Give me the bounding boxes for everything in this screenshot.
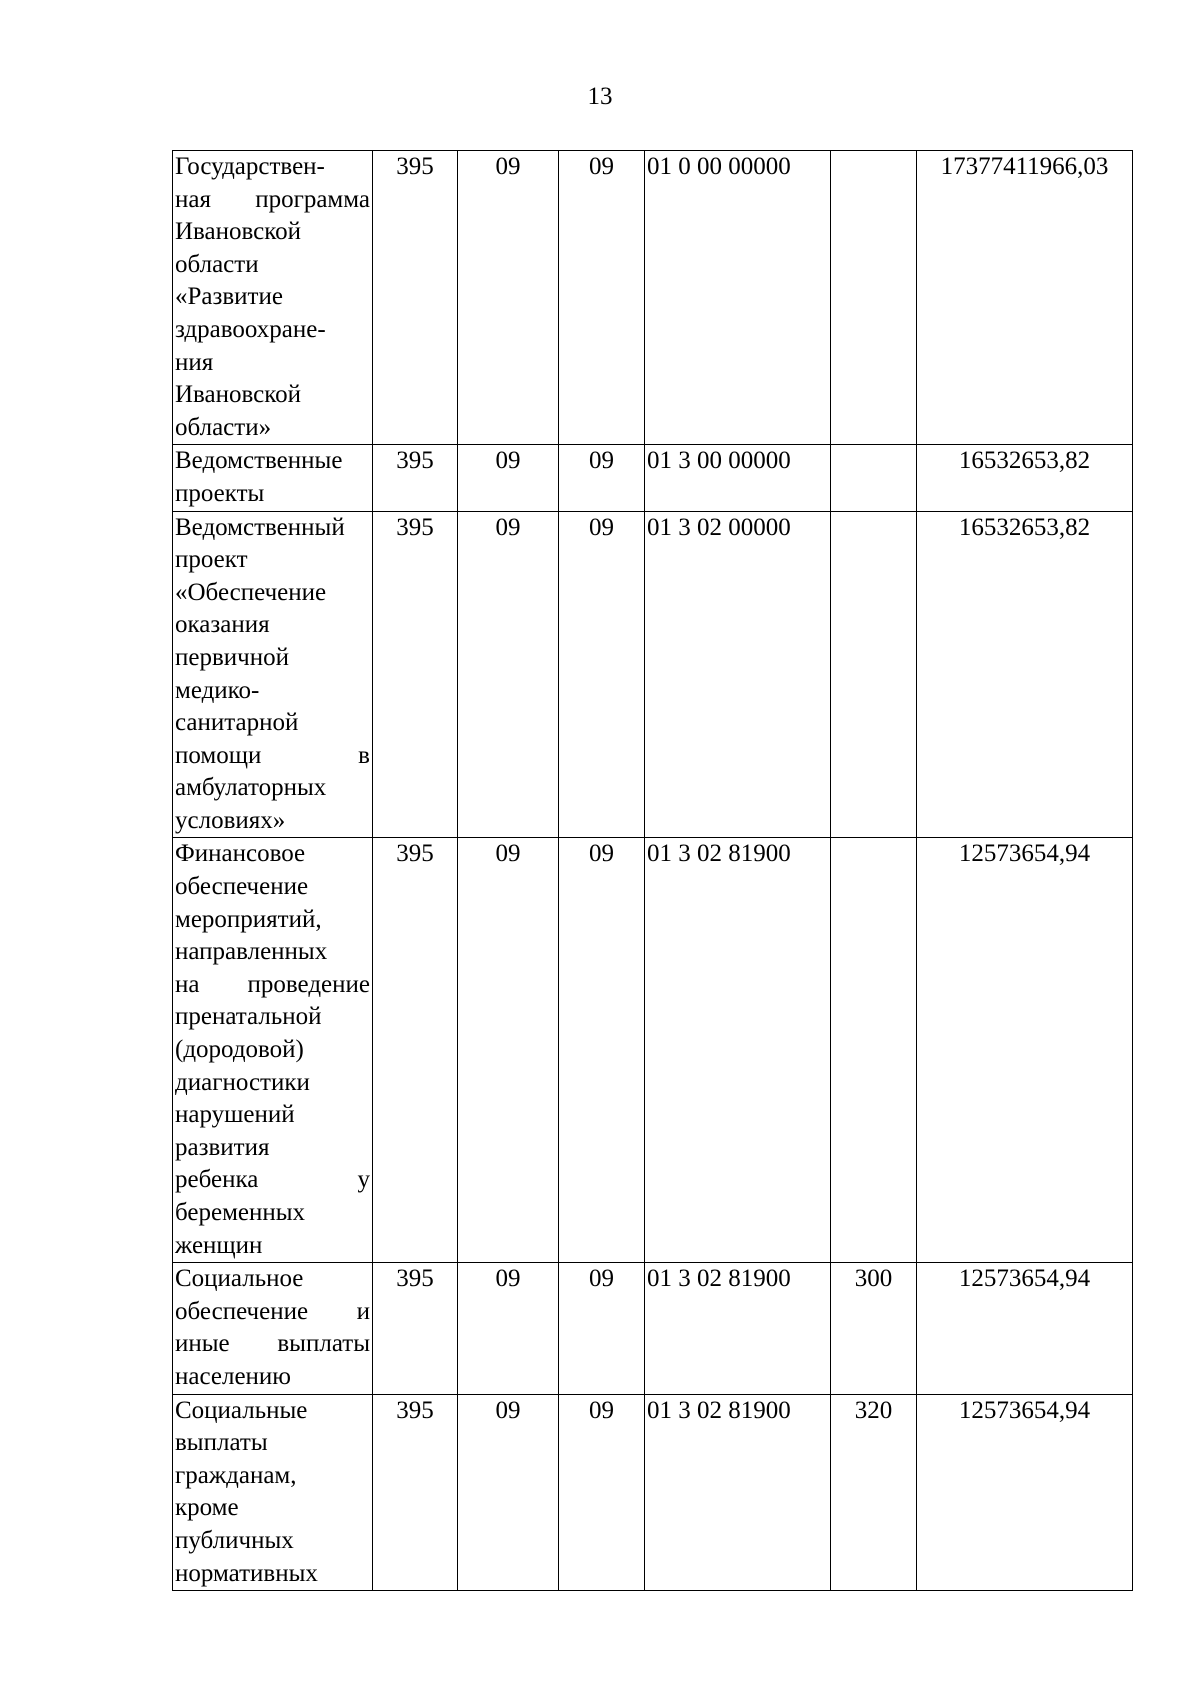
item-name-line: условиях» — [175, 806, 286, 834]
item-name-line: обеспечение — [175, 873, 309, 901]
section-code-cell: 09 — [458, 511, 559, 838]
expense-type-cell: 300 — [831, 1263, 917, 1394]
item-name-cell — [173, 1263, 373, 1394]
item-name-line: «Развитие — [175, 283, 283, 311]
amount-cell: 12573654,94 — [917, 838, 1133, 1263]
budget-table-body — [173, 151, 1133, 1591]
item-name-line: Ведомственные — [175, 447, 343, 475]
expense-type-cell — [831, 151, 917, 445]
target-article-cell: 01 3 02 81900 — [645, 1394, 831, 1591]
item-name-line: Государствен- — [175, 153, 325, 180]
amount-cell: 12573654,94 — [917, 1263, 1133, 1394]
ministry-code-cell: 395 — [373, 151, 458, 445]
item-name-line: женщин — [175, 1231, 263, 1259]
subsection-code-cell: 09 — [559, 511, 645, 838]
item-name-cell — [173, 1394, 373, 1591]
amount-cell: 12573654,94 — [917, 1394, 1133, 1591]
table-row — [173, 151, 1133, 445]
target-article-cell: 01 3 02 00000 — [645, 511, 831, 838]
item-name-line: развития — [175, 1133, 270, 1161]
target-article-cell: 01 0 00 00000 — [645, 151, 831, 445]
expense-type-cell — [831, 511, 917, 838]
target-article-cell: 01 3 02 81900 — [645, 838, 831, 1263]
item-name-line: санитарной — [175, 709, 299, 737]
subsection-code-cell: 09 — [559, 445, 645, 511]
item-name-line: диагностики — [175, 1068, 310, 1096]
item-name-line: проекты — [175, 479, 265, 507]
amount-cell: 17377411966,03 — [917, 151, 1133, 445]
ministry-code-cell: 395 — [373, 445, 458, 511]
item-name-line: Социальное — [175, 1265, 304, 1293]
ministry-code-cell: 395 — [373, 1263, 458, 1394]
item-name-cell — [173, 445, 373, 511]
section-code-cell: 09 — [458, 445, 559, 511]
item-name-line: мероприятий, — [175, 905, 322, 933]
item-name-line: Ивановской — [175, 218, 302, 246]
item-name-line: Ивановской — [175, 381, 302, 409]
section-code-cell: 09 — [458, 151, 559, 445]
item-name-line: выплаты — [175, 1429, 268, 1457]
amount-cell: 16532653,82 — [917, 511, 1133, 838]
item-name-line: нарушений — [175, 1101, 295, 1129]
target-article-cell: 01 3 02 81900 — [645, 1263, 831, 1394]
ministry-code-cell: 395 — [373, 838, 458, 1263]
budget-table — [172, 150, 1133, 1591]
table-row — [173, 838, 1133, 1263]
expense-type-cell — [831, 445, 917, 511]
item-name-line: направленных — [175, 938, 328, 966]
table-row — [173, 445, 1133, 511]
item-name-line: нормативных — [175, 1559, 318, 1587]
page-number: 13 — [587, 83, 613, 110]
item-name-cell — [173, 151, 373, 445]
item-name-line: гражданам, — [175, 1461, 297, 1489]
section-code-cell: 09 — [458, 1263, 559, 1394]
item-name-line: ная программа — [175, 185, 370, 213]
item-name-line: помощи в — [175, 741, 370, 769]
item-name-line: на проведение — [175, 970, 370, 998]
section-code-cell: 09 — [458, 1394, 559, 1591]
target-article-cell: 01 3 00 00000 — [645, 445, 831, 511]
ministry-code-cell: 395 — [373, 511, 458, 838]
item-name-line: Ведомственный — [175, 513, 345, 541]
item-name-line: пренатальной — [175, 1003, 322, 1031]
item-name-line: населению — [175, 1362, 291, 1390]
item-name-line: кроме — [175, 1494, 239, 1522]
item-name-line: «Обеспечение — [175, 578, 327, 606]
subsection-code-cell: 09 — [559, 838, 645, 1263]
section-code-cell: 09 — [458, 838, 559, 1263]
item-name-line: Финансовое — [175, 840, 306, 868]
amount-cell: 16532653,82 — [917, 445, 1133, 511]
item-name-line: медико- — [175, 676, 260, 704]
item-name-cell — [173, 838, 373, 1263]
ministry-code-cell: 395 — [373, 1394, 458, 1591]
item-name-line: проект — [175, 546, 248, 574]
expense-type-cell: 320 — [831, 1394, 917, 1591]
item-name-line: области — [175, 250, 259, 278]
item-name-line: оказания — [175, 611, 270, 639]
subsection-code-cell: 09 — [559, 1394, 645, 1591]
table-row — [173, 511, 1133, 838]
item-name-line: ребенка у — [175, 1166, 370, 1194]
item-name-cell — [173, 511, 373, 838]
item-name-line: иные выплаты — [175, 1330, 370, 1358]
item-name-line: области» — [175, 413, 272, 441]
item-name-line: беременных — [175, 1199, 306, 1226]
item-name-line: Социальные — [175, 1396, 308, 1424]
item-name-line: первичной — [175, 643, 289, 671]
subsection-code-cell: 09 — [559, 151, 645, 445]
subsection-code-cell: 09 — [559, 1263, 645, 1394]
item-name-line: обеспечение и — [175, 1297, 370, 1325]
item-name-line: здравоохране- — [175, 315, 326, 343]
item-name-line: ния — [175, 348, 214, 376]
item-name-line: публичных — [175, 1526, 294, 1554]
expense-type-cell — [831, 838, 917, 1263]
item-name-line: амбулаторных — [175, 774, 327, 802]
table-row — [173, 1263, 1133, 1394]
table-row — [173, 1394, 1133, 1591]
item-name-line: (дородовой) — [175, 1036, 304, 1064]
